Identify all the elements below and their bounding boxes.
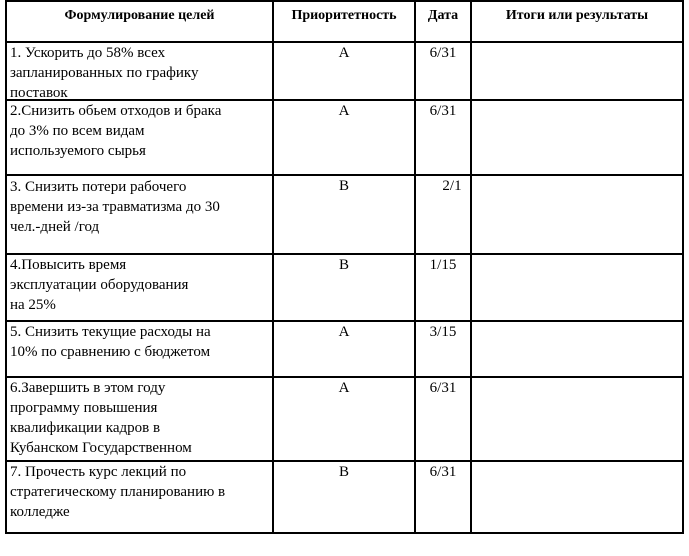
- date-value: 6/31: [429, 464, 457, 480]
- result-cell: [471, 321, 683, 377]
- date-cell: [415, 254, 471, 321]
- goal-line: Кубанском Государственном: [10, 440, 192, 456]
- header-goal: Формулирование целей: [6, 1, 273, 42]
- goal-line: эксплуатации оборудования: [10, 277, 189, 293]
- goal-line: 5. Снизить текущие расходы на: [10, 324, 211, 340]
- date-cell: [415, 377, 471, 461]
- goal-line: 6.Завершить в этом году: [10, 380, 166, 396]
- goal-cell: [6, 100, 273, 175]
- goal-line: 1. Ускорить до 58% всех: [10, 45, 166, 61]
- priority-cell: [273, 321, 415, 377]
- table-row: [6, 100, 683, 175]
- result-cell: [471, 254, 683, 321]
- goal-cell: [6, 377, 273, 461]
- date-value: 6/31: [429, 45, 457, 61]
- goal-line: на 25%: [10, 297, 56, 313]
- date-cell: [415, 321, 471, 377]
- goal-line: программу повышения: [10, 400, 158, 416]
- priority-value: В: [338, 178, 349, 194]
- result-cell: [471, 377, 683, 461]
- priority-cell: [273, 100, 415, 175]
- header-date: Дата: [415, 1, 471, 42]
- table-row: [6, 175, 683, 254]
- goal-line: используемого сырья: [10, 143, 146, 159]
- priority-value: В: [338, 257, 349, 273]
- goal-line: колледже: [10, 504, 70, 520]
- result-cell: [471, 100, 683, 175]
- goal-cell: [6, 254, 273, 321]
- goal-line: стратегическому планированию в: [10, 484, 226, 500]
- goal-line: 4.Повысить время: [10, 257, 127, 273]
- header-row: [6, 1, 683, 42]
- priority-value: А: [338, 380, 350, 396]
- date-value: 3/15: [429, 324, 457, 340]
- goal-cell: [6, 42, 273, 100]
- priority-cell: [273, 175, 415, 254]
- goal-line: 10% по сравнению с бюджетом: [10, 344, 211, 360]
- goal-cell: [6, 321, 273, 377]
- date-cell: [415, 100, 471, 175]
- goal-line: времени из-за травматизма до 30: [10, 199, 220, 215]
- result-cell: [471, 175, 683, 254]
- table-row: [6, 377, 683, 461]
- goal-line: 3. Снизить потери рабочего: [10, 179, 187, 195]
- date-value: 6/31: [429, 380, 457, 396]
- goal-cell: [6, 175, 273, 254]
- result-cell: [471, 42, 683, 100]
- goal-line: квалификации кадров в: [10, 420, 161, 436]
- header-results: Итоги или результаты: [471, 1, 683, 42]
- goal-line: до 3% по всем видам: [10, 123, 145, 139]
- goal-line: 2.Снизить обьем отходов и брака: [10, 103, 222, 119]
- priority-value: А: [338, 103, 350, 119]
- goal-cell: [6, 461, 273, 533]
- table-row: [6, 42, 683, 100]
- table-row: [6, 461, 683, 533]
- priority-value: В: [338, 464, 349, 480]
- table-row: [6, 321, 683, 377]
- result-cell: [471, 461, 683, 533]
- priority-cell: [273, 377, 415, 461]
- date-value: 6/31: [429, 103, 457, 119]
- date-cell: [415, 175, 471, 254]
- priority-value: А: [338, 45, 350, 61]
- priority-cell: [273, 42, 415, 100]
- priority-cell: [273, 461, 415, 533]
- goals-table: [5, 0, 684, 534]
- priority-cell: [273, 254, 415, 321]
- header-priority: Приоритетность: [273, 1, 415, 42]
- goal-line: поставок: [10, 85, 68, 97]
- date-value: 1/15: [429, 257, 457, 273]
- date-value: 2/1: [442, 178, 462, 194]
- table-row: [6, 254, 683, 321]
- date-cell: [415, 42, 471, 100]
- goal-line: чел.-дней /год: [10, 219, 100, 235]
- priority-value: А: [338, 324, 350, 340]
- goal-line: запланированных по графику: [10, 65, 199, 81]
- goal-line: 7. Прочесть курс лекций по: [10, 464, 187, 480]
- date-cell: [415, 461, 471, 533]
